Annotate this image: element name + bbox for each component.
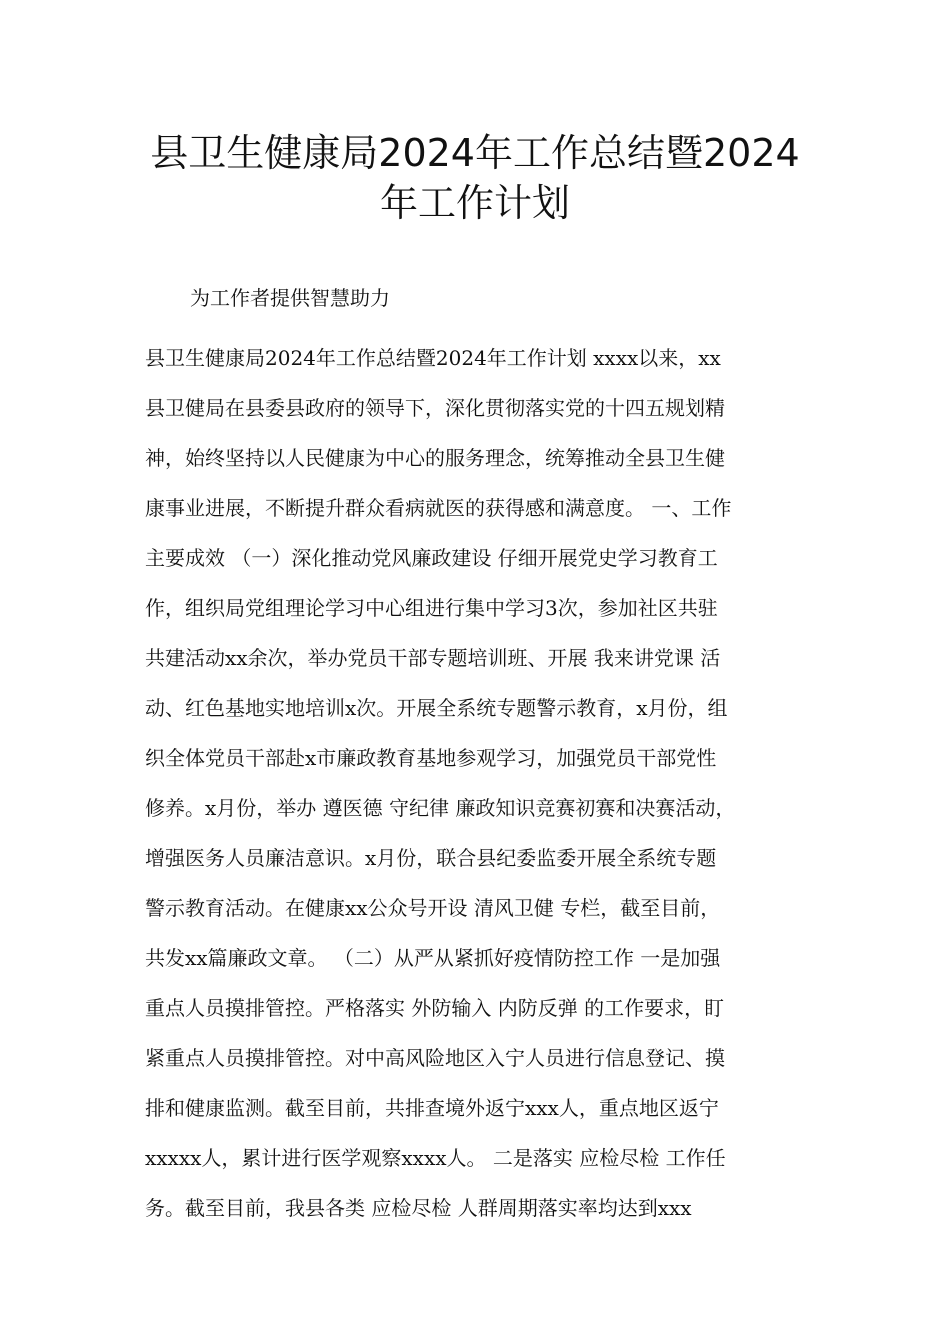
body-line: 警示教育活动。在健康xx公众号开设 清风卫健 专栏，截至目前， bbox=[145, 896, 721, 920]
body-line: 排和健康监测。截至目前，共排查境外返宁xxx人，重点地区返宁 bbox=[145, 1096, 719, 1120]
body-line: 康事业进展，不断提升群众看病就医的获得感和满意度。 一、工作 bbox=[145, 496, 732, 520]
body-line: 共建活动xx余次，举办党员干部专题培训班、开展 我来讲党课 活 bbox=[145, 646, 721, 670]
body-line: 主要成效 （一）深化推动党风廉政建设 仔细开展党史学习教育工 bbox=[145, 546, 718, 570]
document-subtitle: 为工作者提供智慧助力 bbox=[190, 286, 390, 310]
document-body bbox=[145, 333, 820, 1233]
body-line: 紧重点人员摸排管控。对中高风险地区入宁人员进行信息登记、摸 bbox=[145, 1046, 725, 1070]
body-line: 增强医务人员廉洁意识。x月份，联合县纪委监委开展全系统专题 bbox=[145, 846, 717, 870]
body-line: 县卫生健康局2024年工作总结暨2024年工作计划 xxxx以来，xx bbox=[145, 346, 721, 370]
body-line: 织全体党员干部赴x市廉政教育基地参观学习，加强党员干部党性 bbox=[145, 746, 717, 770]
body-line: 神，始终坚持以人民健康为中心的服务理念，统筹推动全县卫生健 bbox=[145, 446, 725, 470]
body-line: 修养。x月份，举办 遵医德 守纪律 廉政知识竞赛初赛和决赛活动， bbox=[145, 796, 736, 820]
body-line: 县卫健局在县委县政府的领导下，深化贯彻落实党的十四五规划精 bbox=[145, 396, 725, 420]
body-line: 共发xx篇廉政文章。 （二）从严从紧抓好疫情防控工作 一是加强 bbox=[145, 946, 721, 970]
title-line-1: 县卫生健康局2024年工作总结暨2024 bbox=[150, 131, 800, 175]
body-line: 动、红色基地实地培训x次。开展全系统专题警示教育，x月份，组 bbox=[145, 696, 728, 720]
body-line: 重点人员摸排管控。严格落实 外防输入 内防反弹 的工作要求，盯 bbox=[145, 996, 725, 1020]
body-line: xxxxx人，累计进行医学观察xxxx人。 二是落实 应检尽检 工作任 bbox=[145, 1146, 726, 1170]
title-line-2: 年工作计划 bbox=[379, 181, 570, 225]
document-title bbox=[0, 128, 950, 228]
body-line: 作，组织局党组理论学习中心组进行集中学习3次，参加社区共驻 bbox=[145, 596, 718, 620]
body-line: 务。截至目前，我县各类 应检尽检 人群周期落实率均达到xxx bbox=[145, 1196, 692, 1220]
